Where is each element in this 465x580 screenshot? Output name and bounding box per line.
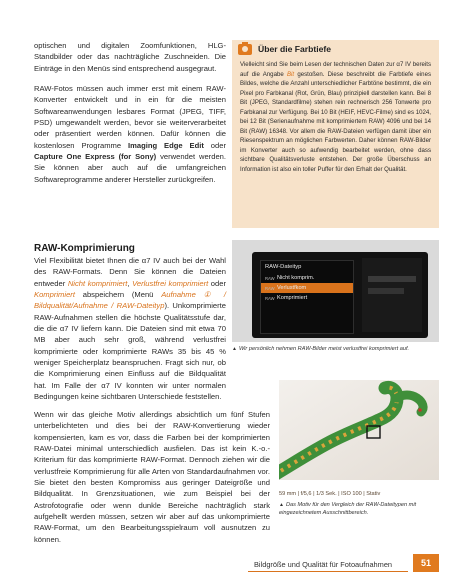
running-footer: Bildgröße und Qualität für Fotoaufnahmen — [254, 560, 393, 569]
triangle-up-icon: ▲ — [279, 502, 284, 508]
menu-option: Nicht komprimiert — [67, 278, 128, 288]
page-number: 51 — [413, 554, 439, 572]
raw-type-menu — [260, 260, 354, 334]
image-caption: ▲ Das Motiv für den Vergleich der RAW-Dateitypen mit eingezeichnetem Ausschnittbereich. — [279, 502, 417, 516]
menu-item-selected: RAW Verlustfkom — [261, 283, 353, 293]
triangle-up-icon: ▲ — [232, 346, 237, 352]
software-name: Imaging Edge Edit — [128, 140, 204, 150]
left-column — [34, 40, 226, 194]
menu-title: RAW-Dateityp — [265, 264, 302, 270]
menu-option: Komprimiert — [34, 290, 75, 300]
camera-icon — [238, 44, 252, 55]
footer-divider — [248, 571, 408, 572]
info-box-text: Vielleicht sind Sie beim Lesen der technischen Daten zur α7 IV bereits auf die Angabe Bit gestoßen. Diese beschreibt die Farbtiefe eines Bildes, welche die Anzahl unterschiedlicher Farbtöne bestimmt, die ein Pixel pro Farbkanal (Rot, Grün, Blau) prinzipiell darstellen kann. Bei 8 Bit (JPEG, Standardfilme) stehen rein rechnerisch 256 Tonwerte pro Farbkanal zur Verfügung. Bei 10 Bit (HEIF, HEVC-Filme) sind es 1024, bei 12 Bit (Serienaufnahme mit komprimiertem RAW) 4096 und bei 14 Bit (RAW) 16348. Vor allem die RAW-Dateien verfügen damit über ein Riesenspektrum an möglichen Farbwerten. Daher können RAW-Bilder im Konverter auch so aufwendig bearbeitet werden, ohne dass sichtbare Qualitätsverluste entstehen. Der große Überschuss an Information ist also ein toller Puffer für den Erhalt der Qualität. — [240, 61, 432, 173]
raw-icon: RAW — [265, 295, 275, 301]
body-paragraph: RAW-Fotos müssen auch immer erst mit einem RAW-Konverter entwickelt und in ein für die meisten Softwareanwendungen lesbares Format (JPEG, TIFF, PSD) umgewandelt werden, bevor sie weiterverarbeitet oder präsentiert werden können. Dafür können die kostenlosen Programme Imaging Edge Edit oder Capture One Express (for Sony) verwendet werden. Sie können aber auch auf die umfangreichen Softwareprogramme anderer Hersteller zurückgreifen. — [34, 84, 227, 184]
menu-background — [362, 258, 422, 332]
image-caption: ▲ Wir persönlich nehmen RAW-Bilder meist verlustfrei komprimiert auf. — [232, 346, 410, 352]
camera-lcd — [252, 252, 428, 338]
raw-icon: RAW — [265, 275, 275, 281]
menu-option: Verlustfrei komprimiert — [132, 278, 209, 288]
menu-item: RAW Nicht komprim. — [265, 275, 315, 281]
menu-path: Aufnahme ① / Bildqualität/Aufnahme / RAW-Dateityp — [34, 290, 226, 311]
info-box-header — [232, 40, 439, 58]
body-paragraph: Viel Flexibilität bietet Ihnen die α7 IV auch bei der Wahl des RAW-Formats. Denn Sie können die Dateien entweder Nicht komprimiert, Verlustfrei komprimiert oder Komprimiert abspeichern (Menü Aufnahme ① / Bildqualität/Aufnahme / RAW-Dateityp). Unkomprimierte RAW-Aufnahmen stellen die höchste Qualitätsstufe dar, die die α7 IV liefern kann. Die Dateien sind mit etwa 70 MB aber auch sehr groß, während verlustfrei komprimierte oder komprimierte RAWs 35 bis 45 % weniger Speicherplatz beanspruchen. Fragt sich nur, ob die Komprimierung einen Einfluss auf die Bildqualität hat. Im Falle der α7 IV konnten wir unter normalen Bedingungen keine sichtbaren Unterschiede feststellen. — [34, 256, 226, 402]
software-name: Capture One Express (for Sony) — [34, 152, 157, 162]
info-box-title: Über die Farbtiefe — [258, 44, 332, 54]
menu-item: RAW Komprimiert — [265, 295, 308, 301]
section-heading: RAW-Komprimierung — [34, 243, 135, 254]
camera-screen-image — [232, 240, 439, 342]
inline-term: Bit — [286, 70, 295, 78]
body-paragraph: optischen und digitalen Zoomfunktionen, HLG-Standbilder oder das nachträgliche Zuschneiden. Die Einträge in den Menüs sind entsprechend ausgegraut. — [34, 41, 226, 73]
photo-exif: 59 mm | f/5,6 | 1/3 Sek. | ISO 100 | Stativ — [279, 491, 381, 497]
snake-illustration — [279, 380, 439, 480]
snake-photo — [279, 380, 439, 480]
raw-icon: RAW — [265, 285, 275, 291]
body-paragraph: Wenn wir das gleiche Motiv allerdings absichtlich um fünf Stufen unterbelichteten und dies bei der RAW-Konvertierung wieder kompensierten, kam es vor, dass die Farben bei der komprimierten RAW-Datei minimal unterschiedlich ausfielen. Das ist kein K.-o.-Kriterium für das komprimierte RAW-Format. Dennoch ziehen wir die verlustfreie Komprimierung für alle Arten von Standardaufnahmen vor. Sie bietet den besten Kompromiss aus geringer Dateigröße und Bildqualität. In Grenzsituationen, wie zum Beispiel bei der Astrofotografie oder wenn dunkle Bereiche nachträglich stark aufgehellt werden müssen, setzen wir aber auf das unkomprimierte RAW-Format, um den Bearbeitungsspielraum voll ausnutzen zu können. — [34, 410, 270, 544]
info-box — [232, 40, 439, 228]
